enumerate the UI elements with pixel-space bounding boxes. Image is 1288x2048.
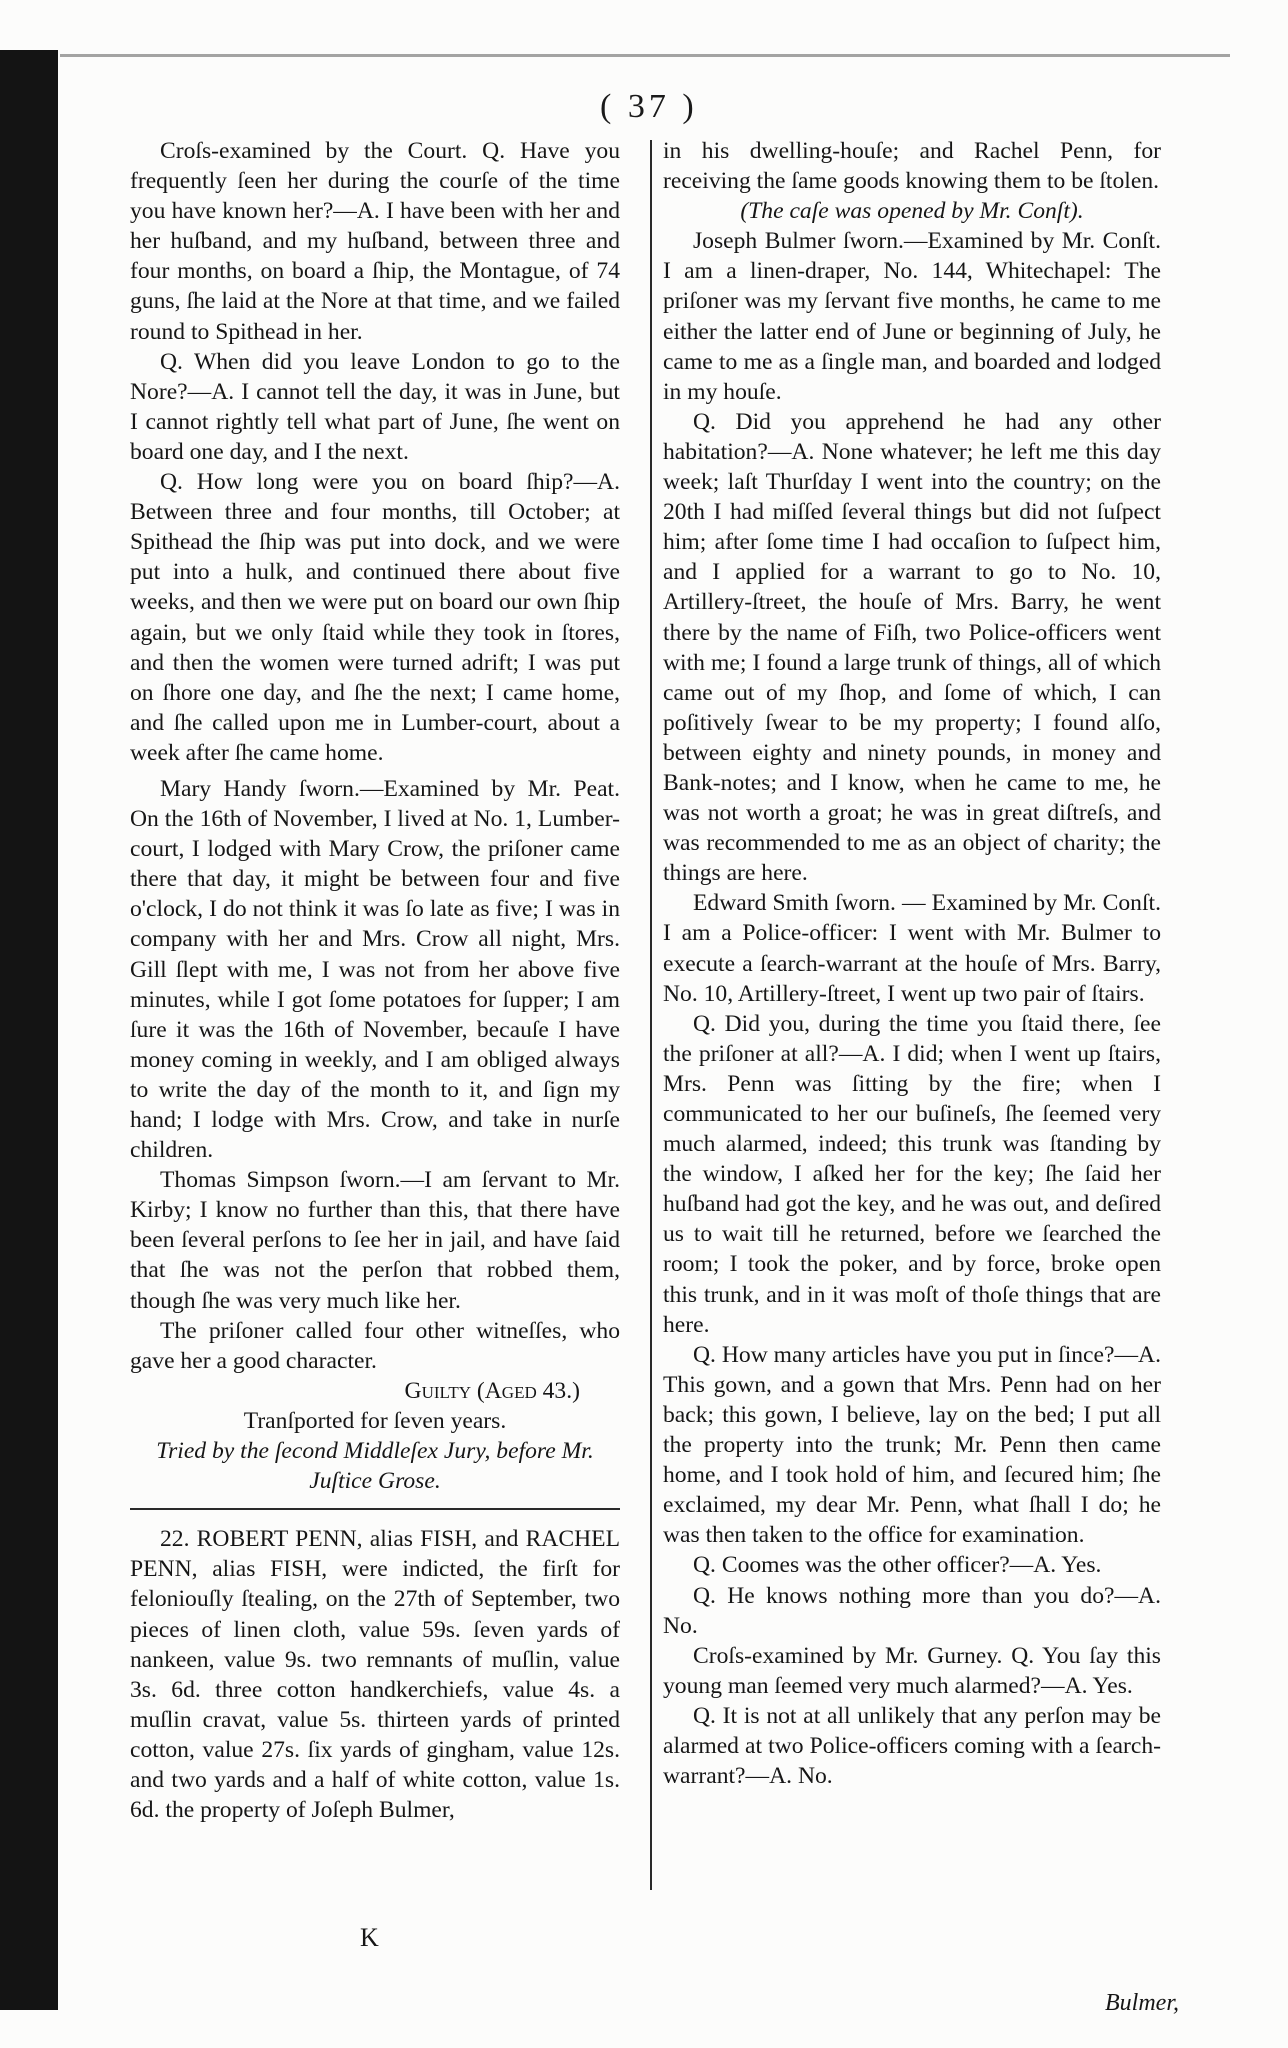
testimony-paragraph: Q. Did you apprehend he had any other habitation?—A. None whatever; he left me this day week; laſt Thurſday I went into the country; on the 20th I had miſſed ſeveral things but did not ſuſpect him; after ſome time I had occaſion to ſuſpect him, and I applied for a warrant to go to No. 10, Artillery-ſtreet, the houſe of Mrs. Barry, he went there by the name of Fiſh, two Police-officers went with me; I found a large trunk of things, all of which came out of my ſhop, and ſome of which, I can poſitively ſwear to be my property; I found alſo, between eighty and ninety pounds, in money and Bank-notes; and I know, when he came to me, he was not worth a groat; he was in great diſtreſs, and was recommended to me as an object of charity; the things are here. [663,408,1161,887]
jury-note: Tried by the ſecond Middleſex Jury, before Mr. Juſtice Grose. [156,1438,594,1495]
catchword: Bulmer, [1105,1990,1179,2016]
section-rule [130,1508,620,1510]
witness-paragraph: Joseph Bulmer ſworn.—Examined by Mr. Conſt. I am a linen-draper, No. 144, Whitechapel: The priſoner was my ſervant five months, he came to me either the latter end of June or beginning of July, he came to me as a ſingle man, and boarded and lodged in my houſe. [663,228,1161,405]
top-border [60,54,1230,57]
testimony-paragraph: Q. When did you leave London to go to the Nore?—A. I cannot tell the day, it was in June, but I cannot rightly tell what part of June, ſhe went on board one day, and I the next. [130,348,620,465]
testimony-paragraph: Q. Coomes was the other officer?—A. Yes. [693,1552,1102,1579]
right-column [663,136,1161,1791]
witness-paragraph: Mary Handy ſworn.—Examined by Mr. Peat. On the 16th of November, I lived at No. 1, Lumber-court, I lodged with Mary Crow, the priſoner came there that day, it might be between four and five o'clock, I do not think it was ſo late as five; I was in company with her and Mrs. Crow all night, Mrs. Gill ſlept with me, I was not from her above five minutes, while I got ſome potatoes for ſupper; I am ſure it was the 16th of November, becauſe I have money coming in weekly, and I am obliged always to write the day of the month to it, and ſign my hand; I lodge with Mrs. Crow, and take in nurſe children. [130,775,620,1164]
column-divider [650,140,652,1890]
case-opened-note: (The caſe was opened by Mr. Conſt). [740,198,1084,225]
indictment-continuation: in his dwelling-houſe; and Rachel Penn, for receiving the ſame goods knowing them to be ſtolen. [663,138,1161,195]
testimony-paragraph: Q. Did you, during the time you ſtaid there, ſee the priſoner at all?—A. I did; when I went up ſtairs, Mrs. Penn was ſitting by the fire; when I communicated to her our buſineſs, ſhe ſeemed very much alarmed, indeed; this trunk was ſtanding by the window, I aſked her for the key; ſhe ſaid her huſband had got the key, and he was out, and deſired us to wait till he returned, before we ſearched the room; I took the poker, and by force, broke open this trunk, and in it was moſt of thoſe things that are here. [663,1010,1161,1338]
cross-examination-paragraph: Croſs-examined by the Court. Q. Have you frequently ſeen her during the courſe of the time you have known her?—A. I have been with her and her huſband, and my huſband, between three and four months, on board a ſhip, the Montague, of 74 guns, ſhe laid at the Nore at that time, and we failed round to Spithead in her. [130,138,620,345]
signature-mark: K [360,1923,379,1952]
testimony-paragraph: Q. He knows nothing more than you do?—A. No. [663,1582,1161,1639]
left-column [130,136,620,1825]
witnesses-note: The priſoner called four other witneſſes, who gave her a good character. [130,1317,620,1374]
cross-examination-paragraph: Croſs-examined by Mr. Gurney. Q. You ſay this young man ſeemed very much alarmed?—A. Yes. [663,1642,1161,1699]
sentence: Tranſported for ſeven years. [243,1407,507,1434]
testimony-paragraph: Q. How many articles have you put in ſince?—A. This gown, and a gown that Mrs. Penn had on her back; this gown, I believe, lay on the bed; I put all the property into the trunk; Mr. Penn then came home, and I took hold of him, and ſecured him; ſhe exclaimed, my dear Mr. Penn, what ſhall I do; he was then taken to the office for examination. [663,1341,1161,1549]
scan-dark-edge [0,50,58,2010]
witness-paragraph: Edward Smith ſworn. — Examined by Mr. Conſt. I am a Police-officer: I went with Mr. Bulmer to execute a ſearch-warrant at the houſe of Mrs. Barry, No. 10, Artillery-ſtreet, I went up two pair of ſtairs. [663,890,1161,1007]
witness-paragraph: Thomas Simpson ſworn.—I am ſervant to Mr. Kirby; I know no further than this, that there have been ſeveral perſons to ſee her in jail, and have ſaid that ſhe was not the perſon that robbed them, though ſhe was very much like her. [130,1167,620,1314]
testimony-paragraph: Q. How long were you on board ſhip?—A. Between three and four months, till October; at Spithead the ſhip was put into dock, and we were put into a hulk, and continued there about five weeks, and then we were put on board our own ſhip again, but we only ſtaid while they took in ſtores, and then the women were turned adrift; I was put on ſhore one day, and ſhe the next; I came home, and ſhe called upon me in Lumber-court, about a week after ſhe came home. [130,469,620,766]
verdict: Guilty (Aged 43.) [404,1377,580,1404]
page-number: ( 37 ) [600,88,698,125]
indictment-paragraph: 22. ROBERT PENN, alias FISH, and RACHEL PENN, alias FISH, were indicted, the firſt for feloniouſly ſtealing, on the 27th of September, two pieces of linen cloth, value 59s. ſeven yards of nankeen, value 9s. two remnants of muſlin, value 3s. 6d. three cotton handkerchiefs, value 4s. a muſlin cravat, value 5s. thirteen yards of printed cotton, value 27s. ſix yards of gingham, value 12s. and two yards and a half of white cotton, value 1s. 6d. the property of Joſeph Bulmer, [130,1526,620,1824]
testimony-paragraph: Q. It is not at all unlikely that any perſon may be alarmed at two Police-officers coming with a ſearch-warrant?—A. No. [663,1702,1161,1790]
